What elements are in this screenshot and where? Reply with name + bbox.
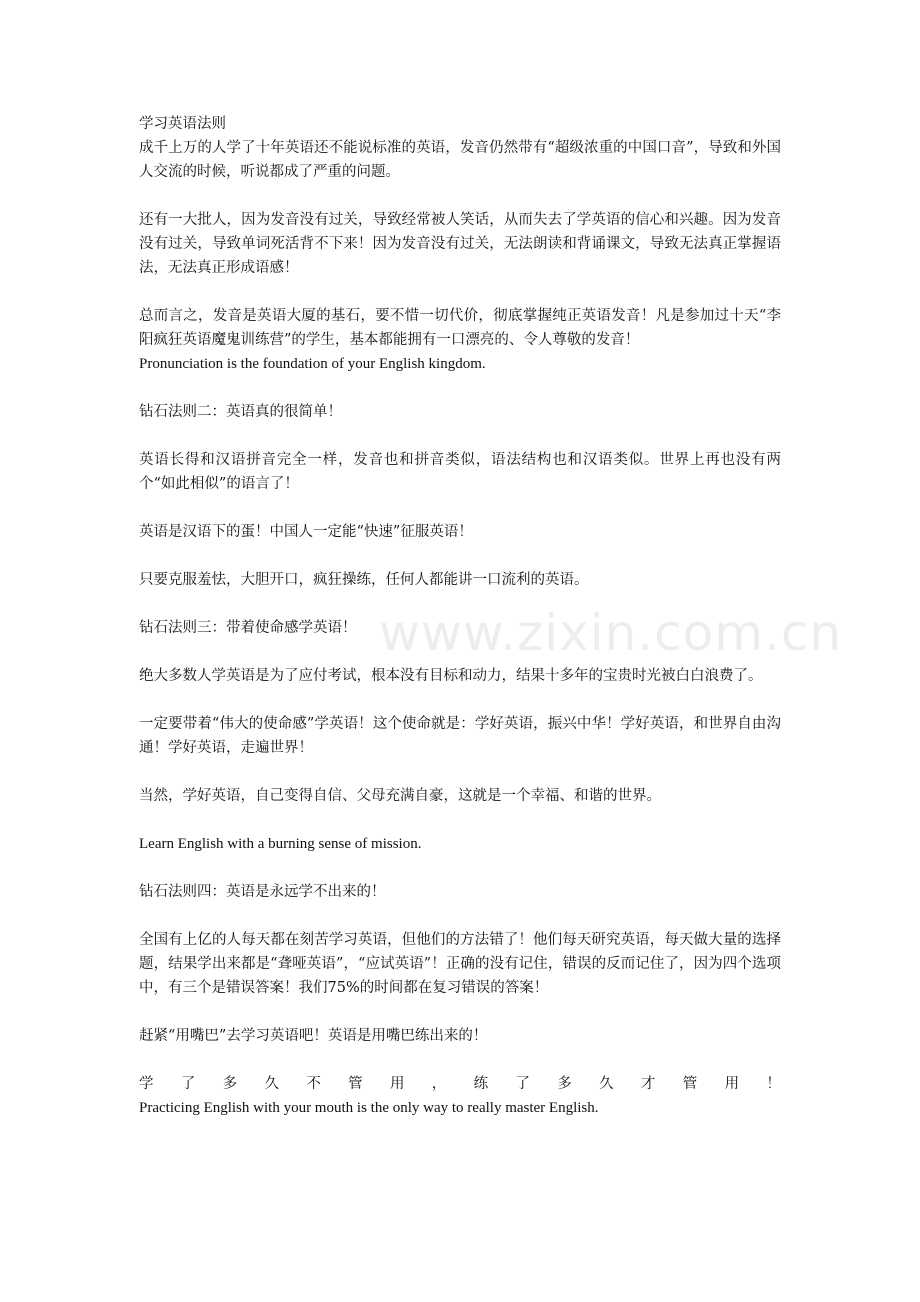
section-heading: 钻石法则二：英语真的很简单！: [139, 404, 342, 420]
spaced-char: 不: [306, 1076, 321, 1092]
watermark: www.zixin.com.cn: [379, 604, 843, 662]
document-title-block: [139, 112, 781, 184]
spaced-char: 了: [180, 1076, 196, 1092]
closing-english: Practicing English with your mouth is the only way to really master English.: [139, 1100, 599, 1116]
spaced-line: [139, 1072, 781, 1096]
spaced-char: 多: [222, 1076, 238, 1092]
paragraph: 全国有上亿的人每天都在刻苦学习英语，但他们的方法错了！他们每天研究英语，每天做大量的选择题，结果学出来都是“聋哑英语”，“应试英语”！正确的没有记住，错误的反而记住了，因为四个选项中，有三个是错误答案！我们75%的时间都在复习错误的答案！: [139, 932, 781, 996]
paragraph: 赶紧“用嘴巴”去学习英语吧！英语是用嘴巴练出来的！: [139, 1028, 488, 1044]
paragraph: 绝大多数人学英语是为了应付考试，根本没有目标和动力，结果十多年的宝贵时光被白白浪费了。: [139, 668, 763, 684]
paragraph: 一定要带着“伟大的使命感”学英语！这个使命就是：学好英语，振兴中华！学好英语，和世界自由沟通！学好英语，走遍世界！: [139, 716, 781, 756]
spaced-char: 了: [515, 1076, 530, 1092]
paragraph: 还有一大批人，因为发音没有过关，导致经常被人笑话，从而失去了学英语的信心和兴趣。因为发音没有过关，导致单词死活背不下来！因为发音没有过关，无法朗读和背诵课文，导致无法真正掌握语法，无法真正形成语感！: [139, 212, 781, 276]
paragraph: 当然，学好英语，自己变得自信、父母充满自豪，这就是一个幸福、和谐的世界。: [139, 788, 661, 804]
closing-block: [139, 1072, 781, 1120]
spaced-char: 练: [473, 1076, 489, 1092]
section-heading: 钻石法则四：英语是永远学不出来的！: [139, 884, 386, 900]
spaced-char: 学: [139, 1076, 154, 1092]
spaced-char: ！: [766, 1076, 781, 1092]
spaced-char: 用: [724, 1076, 740, 1092]
spaced-char: 久: [599, 1076, 614, 1092]
spaced-char: 久: [264, 1076, 279, 1092]
english-motto: Learn English with a burning sense of mission.: [139, 836, 422, 852]
paragraph-block: [139, 304, 781, 376]
spaced-char: ，: [431, 1076, 447, 1092]
spaced-char: 多: [557, 1076, 572, 1092]
document-title: 学习英语法则: [139, 116, 226, 132]
paragraph: 只要克服羞怯，大胆开口，疯狂操练，任何人都能讲一口流利的英语。: [139, 572, 589, 588]
spaced-char: 用: [389, 1076, 405, 1092]
paragraph: 英语长得和汉语拼音完全一样，发音也和拼音类似，语法结构也和汉语类似。世界上再也没有两个“如此相似”的语言了！: [139, 452, 781, 492]
paragraph: 成千上万的人学了十年英语还不能说标准的英语，发音仍然带有“超级浓重的中国口音”，导致和外国人交流的时候，听说都成了严重的问题。: [139, 140, 781, 180]
section-heading: 钻石法则三：带着使命感学英语！: [139, 620, 357, 636]
paragraph: 英语是汉语下的蛋！中国人一定能“快速”征服英语！: [139, 524, 473, 540]
spaced-char: 管: [348, 1076, 363, 1092]
english-motto: Pronunciation is the foundation of your English kingdom.: [139, 356, 486, 372]
paragraph: 总而言之，发音是英语大厦的基石，要不惜一切代价，彻底掌握纯正英语发音！凡是参加过十天“李阳疯狂英语魔鬼训练营”的学生，基本都能拥有一口漂亮的、令人尊敬的发音！: [139, 308, 781, 348]
document-body: [139, 112, 781, 1120]
spaced-char: 管: [682, 1076, 698, 1092]
spaced-char: 才: [640, 1076, 656, 1092]
